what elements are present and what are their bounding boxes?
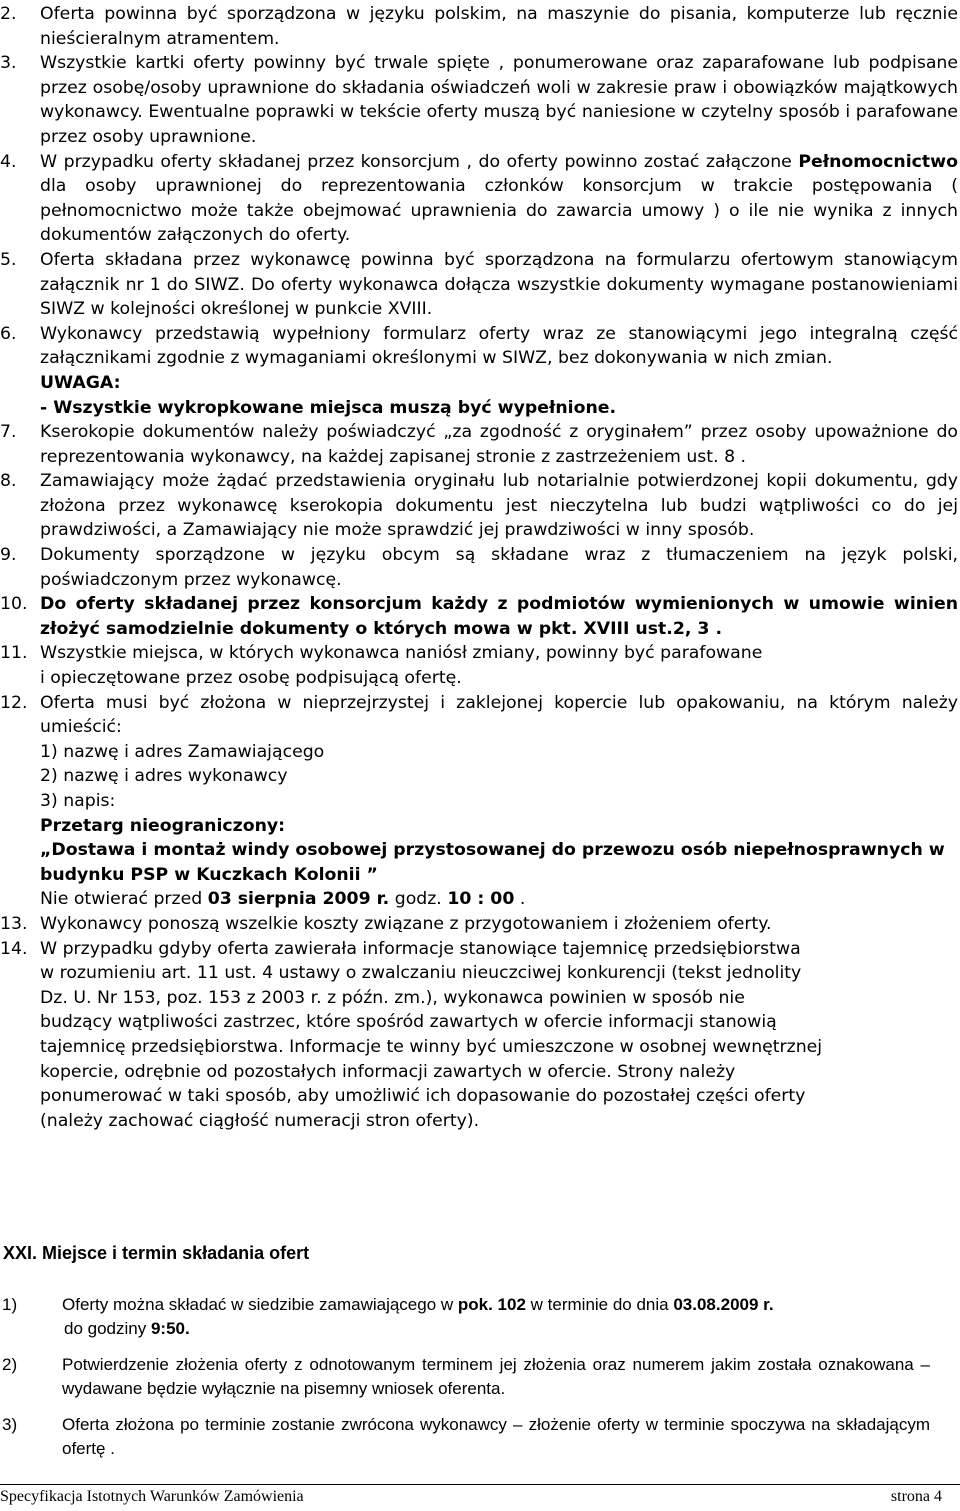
- item-number: 9.: [0, 545, 17, 566]
- item-number: 11.: [0, 643, 28, 664]
- item-text-block: [40, 937, 960, 1134]
- item-text: Oferta musi być złożona w nieprzejrzystej i zaklejonej kopercie lub opakowaniu, na którym należy umieścić:: [40, 692, 958, 738]
- item-text-line: W przypadku gdyby oferta zawierała informacje stanowiące tajemnicę przedsiębiorstwa: [40, 938, 801, 959]
- item-text-line: ponumerować w taki sposób, aby umożliwić ich dopasowanie do pozostałej części oferty: [40, 1086, 806, 1107]
- section-item-text: Potwierdzenie złożenia oferty z odnotowanym terminem jej złożenia oraz numerem jakim została oznakowana – wydawane będzie wyłącznie na pisemny wniosek oferenta.: [62, 1355, 930, 1398]
- sub-item: 3) napis:: [40, 791, 116, 811]
- list-item: [0, 641, 960, 690]
- item-text: Wykonawcy ponoszą wszelkie koszty związane z przygotowaniem i złożeniem oferty.: [40, 913, 772, 934]
- list-item: [0, 2, 960, 51]
- list-item: [0, 937, 960, 1134]
- item-text-line: Dz. U. Nr 153, poz. 153 z 2003 r. z późn. zm.), wykonawca powinien w sposób nie: [40, 987, 745, 1008]
- item-text: [40, 150, 960, 248]
- item-text-block: [40, 322, 960, 420]
- section-item-text: Oferty można składać w siedzibie zamawiającego w pok. 102 w terminie do dnia 03.08.2009 r. do godziny 9:50.: [62, 1295, 774, 1338]
- item-text: Wykonawcy przedstawią wypełniony formularz oferty wraz ze stanowiącymi jego integralną część załącznikami zgodnie z wymaganiami określonymi w SIWZ, bez dokonywania w nich zmian.: [40, 323, 958, 369]
- page-footer: [0, 1488, 960, 1506]
- list-item: [0, 543, 960, 592]
- section-item-number: 3): [2, 1415, 18, 1434]
- section-heading: XXI. Miejsce i termin składania ofert: [3, 1243, 310, 1263]
- item-number: 13.: [0, 913, 28, 934]
- item-number: 2.: [0, 4, 17, 24]
- item-number: 5.: [0, 249, 17, 270]
- item-text: Kserokopie dokumentów należy poświadczyć „za zgodność z oryginałem” przez osoby upoważnione do reprezentowania wykonawcy, na każdej zapisanej stronie z zastrzeżeniem ust. 8 .: [40, 422, 958, 467]
- section-list: [0, 1293, 960, 1341]
- section-list: [0, 1353, 960, 1401]
- footer-divider: [0, 1484, 960, 1485]
- item-text-line: i opieczętowane przez osobę podpisującą ofertę.: [40, 668, 462, 689]
- item-text-post: dla osoby uprawnionej do reprezentowania członków konsorcjum w trakcie postępowania ( pełnomocnictwo może także obejmować uprawnienia do zawarcia umowy ) o ile nie wynika z innych dokumentów załączonych do oferty.: [40, 176, 958, 246]
- item-text-line: kopercie, odrębnie od pozostałych informacji zawartych w ofercie. Strony należy: [40, 1061, 736, 1082]
- numbered-list: [0, 2, 960, 1133]
- opening-date-line: Nie otwierać przed 03 sierpnia 2009 r. godz. 10 : 00 .: [40, 889, 526, 910]
- list-item: [0, 592, 960, 641]
- list-item: [0, 912, 960, 937]
- list-item: [0, 322, 960, 420]
- item-text: Zamawiający może żądać przedstawienia oryginału lub notarialnie potwierdzonej kopii dokumentu, gdy złożona przez wykonawcę kserokopia dokumentu jest nieczytelna lub budzi wątpliwości co do jej prawdziwości, a Zamawiający nie może sprawdzić jej prawdziwości w inny sposób.: [40, 471, 958, 541]
- warning-text: - Wszystkie wykropkowane miejsca muszą być wypełnione.: [40, 397, 617, 418]
- list-item: [0, 248, 960, 322]
- footer-title: Specyfikacja Istotnych Warunków Zamówienia: [0, 1488, 304, 1505]
- item-number: 6.: [0, 323, 17, 344]
- item-number: 7.: [0, 422, 17, 443]
- page-number: strona 4: [890, 1488, 942, 1505]
- item-text: Oferta powinna być sporządzona w języku polskim, na maszynie do pisania, komputerze lub ręcznie nieścieralnym atramentem.: [40, 4, 958, 49]
- item-number: 12.: [0, 692, 28, 713]
- item-text: Oferta składana przez wykonawcę powinna być sporządzona na formularzu ofertowym stanowiącym załącznik nr 1 do SIWZ. Do oferty wykonawca dołącza wszystkie dokumenty wymagane postanowieniami SIWZ w kolejności określonej w punkcie XVIII.: [40, 249, 958, 320]
- list-item: [0, 420, 960, 469]
- item-text-line: w rozumieniu art. 11 ust. 4 ustawy o zwalczaniu nieuczciwej konkurencji (tekst jednolity: [40, 963, 802, 984]
- sub-item: 2) nazwę i adres wykonawcy: [40, 766, 288, 787]
- item-text: Do oferty składanej przez konsorcjum każdy z podmiotów wymienionych w umowie winien złożyć samodzielnie dokumenty o których mowa w pkt. XVIII ust.2, 3 .: [40, 594, 958, 639]
- item-number: 3.: [0, 53, 17, 74]
- item-text-pre: W przypadku oferty składanej przez konsorcjum , do oferty powinno zostać załączone: [40, 151, 799, 172]
- item-number: 10.: [0, 594, 28, 615]
- section-item-number: 2): [2, 1355, 18, 1374]
- tender-subject: „Dostawa i montaż windy osobowej przystosowanej do przewozu osób niepełnosprawnych w budynku PSP w Kuczkach Kolonii ”: [40, 840, 945, 885]
- list-item: [0, 469, 960, 543]
- section-item: [0, 1413, 960, 1461]
- item-text-line: (należy zachować ciągłość numeracji stron oferty).: [40, 1110, 480, 1131]
- sub-item: 1) nazwę i adres Zamawiającego: [40, 741, 325, 762]
- item-text-block: [40, 641, 960, 690]
- section-item-number: 1): [2, 1295, 18, 1314]
- item-number: 4.: [0, 151, 17, 172]
- item-text: Wszystkie kartki oferty powinny być trwale spięte , ponumerowane oraz zaparafowane lub podpisane przez osobę/osoby uprawnione do składania oświadczeń woli w zakresie praw i obowiązków majątkowych wykonawcy. Ewentualne poprawki w tekście oferty muszą być naniesione w czytelny sposób i parafowane przez osoby uprawnione.: [40, 53, 958, 147]
- item-number: 8.: [0, 471, 17, 492]
- item-text-line: budzący wątpliwości zastrzec, które spośród zawartych w ofercie informacji stanowią: [40, 1012, 777, 1033]
- list-item: [0, 691, 960, 912]
- item-text-bold: Pełnomocnictwo: [798, 151, 958, 172]
- item-number: 14.: [0, 938, 28, 959]
- section-item: [0, 1293, 960, 1341]
- item-text-line: tajemnicę przedsiębiorstwa. Informacje te winny być umieszczone w osobnej wewnętrznej: [40, 1036, 823, 1057]
- section-list: [0, 1413, 960, 1461]
- tender-title: Przetarg nieograniczony:: [40, 815, 286, 836]
- section-item: [0, 1353, 960, 1401]
- warning-title: UWAGA:: [40, 372, 121, 393]
- list-item: [0, 51, 960, 149]
- list-item: [0, 150, 960, 248]
- section-item-text: Oferta złożona po terminie zostanie zwrócona wykonawcy – złożenie oferty w terminie spoczywa na składającym ofertę .: [62, 1415, 930, 1458]
- item-text-line: Wszystkie miejsca, w których wykonawca naniósł zmiany, powinny być parafowane: [40, 643, 763, 664]
- item-text-block: [40, 691, 960, 912]
- item-text: Dokumenty sporządzone w języku obcym są składane wraz z tłumaczeniem na język polski, poświadczonym przez wykonawcę.: [40, 545, 958, 590]
